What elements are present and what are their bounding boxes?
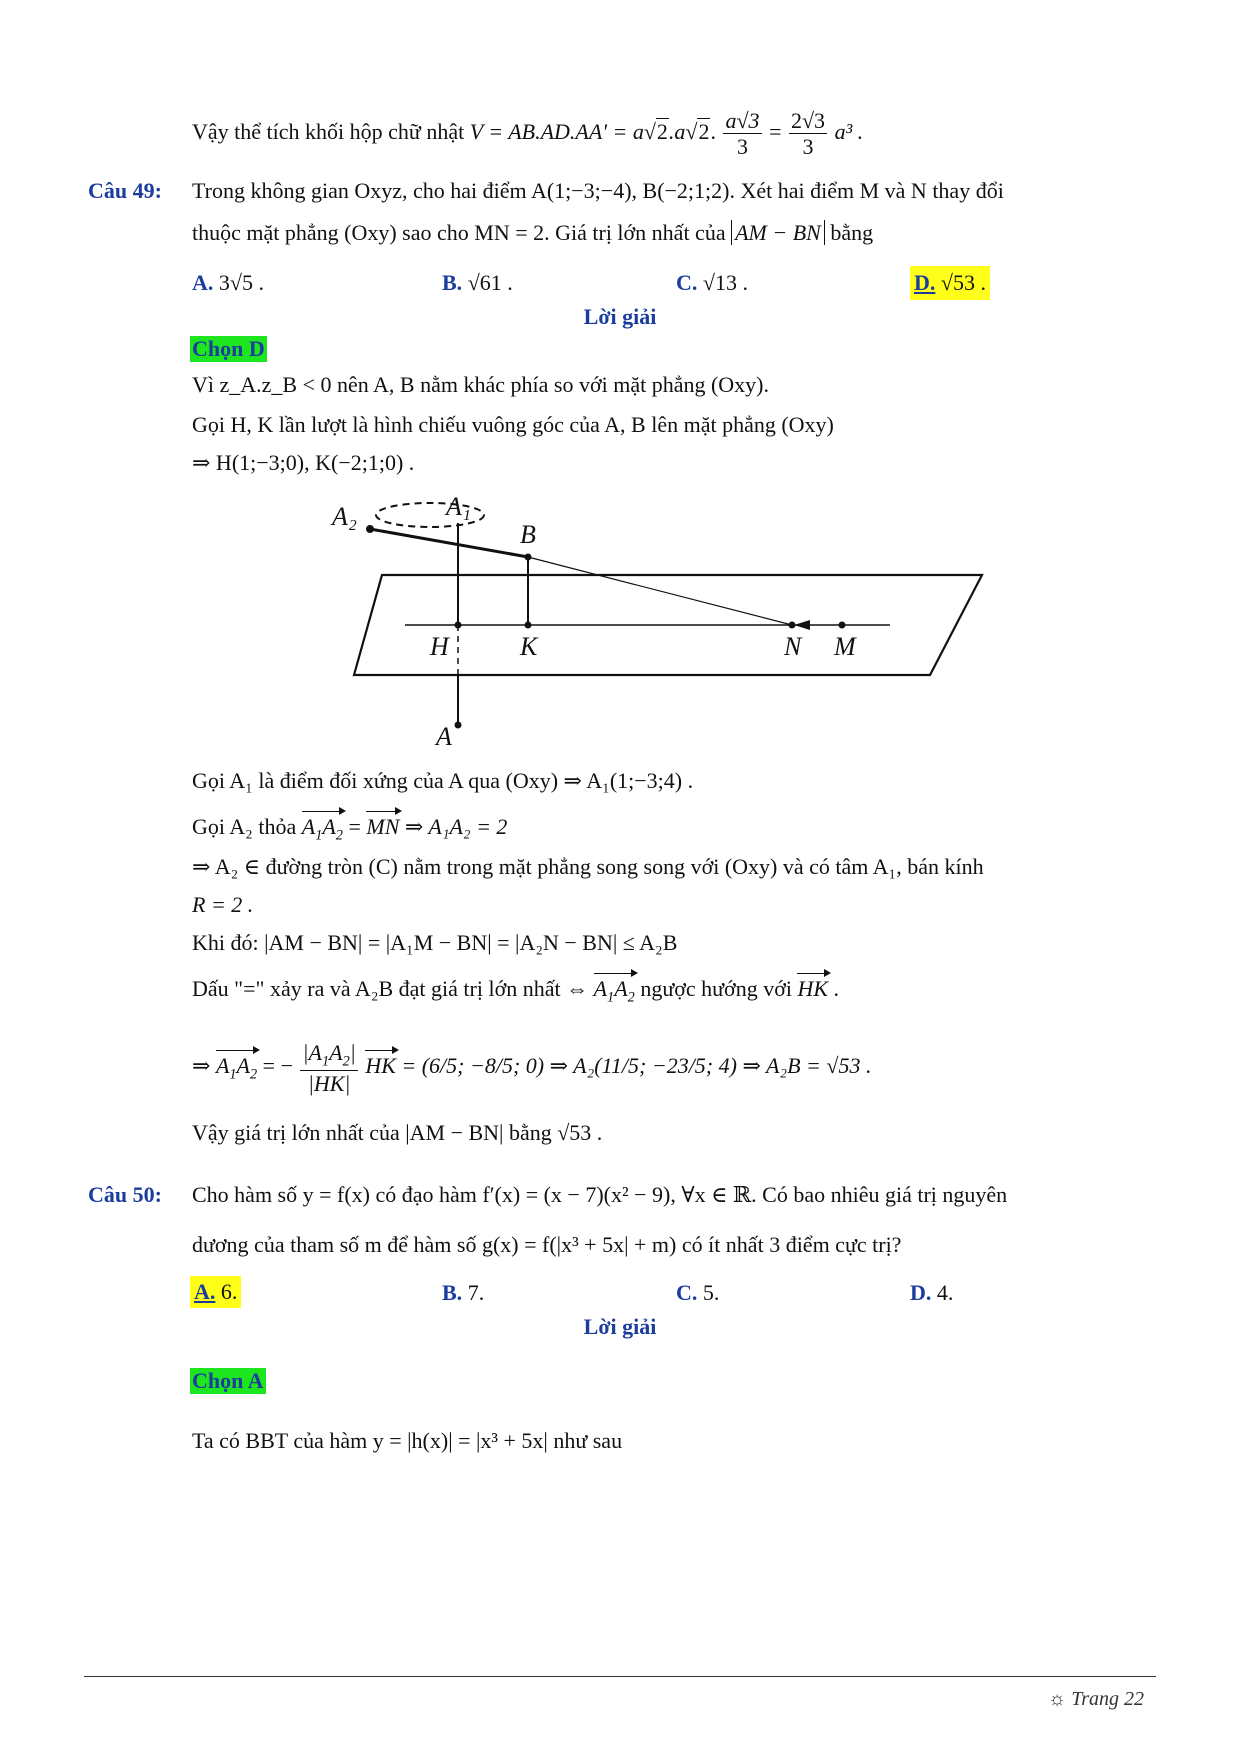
magnitude-ratio: $\frac{|A_1A_2|}{|HK|}$ <box>302 1040 356 1096</box>
page-number: Trang 22 <box>1071 1688 1144 1710</box>
label-a2: A₂ <box>332 502 357 531</box>
q49-option-d[interactable]: D. √53 . <box>910 266 990 300</box>
q50-option-a[interactable]: A. 6. <box>190 1276 241 1308</box>
fraction-2: $\frac{2√3}{3}$ <box>790 108 826 160</box>
q49-solution-title: Lời giải <box>583 304 657 329</box>
vector-a1a2-2: $A_1A_2$ <box>593 976 635 1006</box>
q49-step-9: Dấu "=" xảy ra và A₂B đạt giá trị lớn nhất ⇔ $A_1A_2$ ngược hướng với HK . <box>192 976 840 1006</box>
q50-option-c[interactable]: C. 5. <box>676 1280 720 1305</box>
label-h: H <box>430 632 449 661</box>
vector-hk-2: HK <box>365 1053 396 1079</box>
q50-option-d[interactable]: D. 4. <box>910 1280 954 1305</box>
geometry-diagram <box>330 495 990 760</box>
q49-step-4: Gọi A₁ là điểm đối xứng của A qua (Oxy) ⇒ A₁(1;−3;4) . <box>192 768 694 793</box>
q49-step-5: Gọi A₂ thỏa $A_1A_2$ = MN ⇒ A₁A₂ = 2 <box>192 814 508 844</box>
label-a: A <box>436 722 452 751</box>
volume-conclusion: Vậy thể tích khối hộp chữ nhật V = AB.AD.AA' = a√2.a√2. $\frac{a√3}{3}$ = $\frac{2√3}{3}$ a³ . <box>192 108 864 160</box>
vector-a1a2: $A_1A_2$ <box>301 814 343 844</box>
q50-option-b[interactable]: B. 7. <box>442 1280 485 1305</box>
q49-line1: Trong không gian Oxyz, cho hai điểm A(1;−3;−4), B(−2;1;2). Xét hai điểm M và N thay đổi <box>192 178 1004 203</box>
segment-a2-b <box>370 529 528 557</box>
q50-label: Câu 50: <box>88 1182 162 1207</box>
q50-line2: dương của tham số m để hàm số g(x) = f(|x³ + 5x| + m) có ít nhất 3 điểm cực trị? <box>192 1232 902 1257</box>
q50-step-1: Ta có BBT của hàm y = |h(x)| = |x³ + 5x| như sau <box>192 1428 623 1453</box>
q49-step-6: ⇒ A₂ ∈ đường tròn (C) nằm trong mặt phẳng song song với (Oxy) và có tâm A₁, bán kính <box>192 854 984 879</box>
sun-icon: ☼ <box>1047 1688 1067 1710</box>
q49-option-a[interactable]: A. 3√5 . <box>192 270 264 295</box>
fraction-1: $\frac{a√3}{3}$ <box>725 108 760 160</box>
point-k <box>525 622 532 629</box>
q49-step-10: ⇒ $A_1A_2$ = − $\frac{|A_1A_2|}{|HK|}$ HK = (6/5; −8/5; 0) ⇒ A₂(11/5; −23/5; 4) ⇒ A₂B = √53 . <box>192 1040 872 1096</box>
vector-mn: MN <box>366 814 400 839</box>
q50-line1: Cho hàm số y = f(x) có đạo hàm f′(x) = (x − 7)(x² − 9), ∀x ∈ ℝ. Có bao nhiêu giá trị nguyên <box>192 1182 1008 1207</box>
q49-step-11: Vậy giá trị lớn nhất của |AM − BN| bằng √53 . <box>192 1120 603 1145</box>
q49-step-1: Vì z_A.z_B < 0 nên A, B nằm khác phía so với mặt phẳng (Oxy). <box>192 372 769 397</box>
page-footer <box>1048 1688 1144 1711</box>
point-a <box>455 722 462 729</box>
label-b: B <box>520 520 536 549</box>
point-m <box>839 622 846 629</box>
label-k: K <box>520 632 538 661</box>
vector-hk: HK <box>797 976 829 1001</box>
footer-divider <box>84 1676 1156 1677</box>
q50-chosen-answer: Chọn A <box>192 1368 264 1393</box>
q50-solution-title: Lời giải <box>583 1314 657 1339</box>
label-m: M <box>834 632 856 661</box>
abs-expression: AM − BN <box>731 220 825 245</box>
vector-a1a2-3: $A_1A_2$ <box>215 1053 258 1083</box>
q49-label: Câu 49: <box>88 178 162 203</box>
segment-b-n <box>528 557 792 625</box>
point-h <box>455 622 462 629</box>
q49-option-b[interactable]: B. √61 . <box>442 270 513 295</box>
arrow-mn <box>794 620 810 630</box>
q49-step-2: Gọi H, K lần lượt là hình chiếu vuông góc của A, B lên mặt phẳng (Oxy) <box>192 412 834 437</box>
label-a1: A₁ <box>446 495 471 521</box>
point-b <box>525 554 532 561</box>
q49-line2: thuộc mặt phẳng (Oxy) sao cho MN = 2. Giá trị lớn nhất của AM − BN bằng <box>192 220 874 245</box>
q49-chosen-answer: Chọn D <box>192 336 265 361</box>
q49-step-3: ⇒ H(1;−3;0), K(−2;1;0) . <box>192 450 415 475</box>
q49-step-7: R = 2 . <box>192 892 254 917</box>
point-a2 <box>366 525 374 533</box>
q49-step-8: Khi đó: |AM − BN| = |A₁M − BN| = |A₂N − BN| ≤ A₂B <box>192 930 678 955</box>
point-n <box>789 622 796 629</box>
label-n: N <box>784 632 802 661</box>
q49-option-c[interactable]: C. √13 . <box>676 270 748 295</box>
